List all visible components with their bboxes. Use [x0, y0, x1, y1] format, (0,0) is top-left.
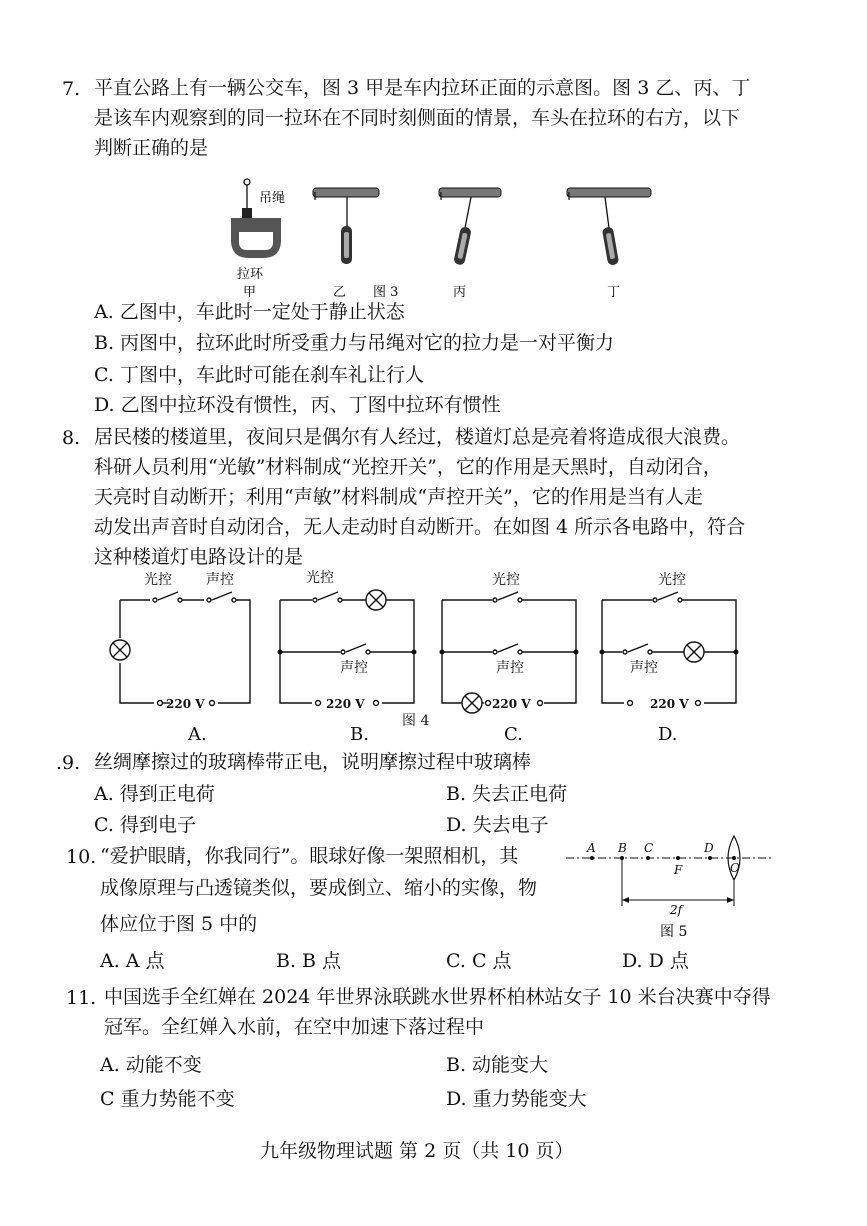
fig3-label-bing: 丙 — [453, 285, 467, 300]
point-d: D — [704, 841, 714, 855]
q7-number: 7. — [62, 78, 81, 100]
fig3-caption: 图 3 — [373, 285, 399, 300]
circuit-a-label: A. — [188, 724, 207, 745]
point-o: O — [730, 861, 740, 875]
ring-side-view-ding — [567, 188, 651, 266]
circuit-a-light-switch: 光控 — [144, 572, 172, 588]
figure-5 — [560, 832, 780, 944]
circuit-b-sound-switch: 声控 — [340, 660, 368, 676]
q8-stem-line-4: 动发出声音时自动闭合，无人走动时自动断开。在如图 4 所示各电路中，符合 — [94, 516, 746, 538]
q11-number: 11. — [66, 987, 97, 1009]
circuit-a-voltage: 220 V — [166, 697, 205, 711]
q10-stem-line-3: 体应位于图 5 中的 — [100, 913, 258, 935]
figure-4 — [100, 568, 750, 748]
q11-option-d: D. 重力势能变大 — [446, 1088, 587, 1110]
point-f: F — [674, 863, 683, 877]
circuit-c-sound-switch: 声控 — [496, 660, 524, 676]
q7-option-a: A. 乙图中，车此时一定处于静止状态 — [94, 301, 405, 323]
q10-option-d: D. D 点 — [622, 950, 689, 972]
fig4-caption: 图 4 — [402, 713, 430, 729]
q9-option-a: A. 得到正电荷 — [94, 783, 215, 805]
circuit-a-sound-switch: 声控 — [206, 572, 234, 588]
q8-stem-line-2: 科研人员利用“光敏”材料制成“光控开关”，它的作用是天黑时，自动闭合， — [94, 456, 722, 478]
q11-stem-line-1: 中国选手全红婵在 2024 年世界泳联跳水世界杯柏林站女子 10 米台决赛中夺得 — [104, 986, 771, 1008]
q10-option-b: B. B 点 — [276, 950, 342, 972]
circuit-d-sound-switch: 声控 — [630, 660, 658, 676]
q11-option-a: A. 动能不变 — [100, 1054, 202, 1076]
q10-option-c: C. C 点 — [446, 950, 512, 972]
q8-stem-line-5: 这种楼道灯电路设计的是 — [94, 546, 304, 568]
q10-stem-line-2: 成像原理与凸透镜类似，要成倒立、缩小的实像，物 — [100, 877, 538, 899]
point-b: B — [618, 841, 627, 855]
circuit-a — [110, 592, 250, 706]
q9-option-d: D. 失去电子 — [446, 814, 549, 836]
fig5-caption: 图 5 — [660, 924, 688, 940]
circuit-b-voltage: 220 V — [326, 697, 365, 711]
q8-stem-line-3: 天亮时自动断开；利用“声敏”材料制成“声控开关”，它的作用是当有人走 — [94, 486, 703, 508]
point-a: A — [587, 841, 596, 855]
ring-side-view-yi — [313, 188, 379, 264]
circuit-c-light-switch: 光控 — [492, 572, 520, 588]
distance-2f: 2f — [670, 903, 683, 917]
circuit-b — [278, 590, 416, 706]
circuit-b-light-switch: 光控 — [306, 570, 334, 586]
q11-stem-line-2: 冠军。全红婵入水前，在空中加速下落过程中 — [104, 1016, 485, 1038]
q7-option-b: B. 丙图中，拉环此时所受重力与吊绳对它的拉力是一对平衡力 — [94, 332, 615, 354]
q7-stem-line-2: 是该车内观察到的同一拉环在不同时刻侧面的情景，车头在拉环的右方，以下 — [94, 107, 741, 129]
ring-label: 拉环 — [237, 267, 264, 282]
fig3-label-jia: 甲 — [243, 285, 257, 300]
q9-option-c: C. 得到电子 — [94, 814, 196, 836]
q9-stem: 丝绸摩擦过的玻璃棒带正电，说明摩擦过程中玻璃棒 — [94, 751, 532, 773]
q8-number: 8. — [62, 427, 81, 449]
q9-option-b: B. 失去正电荷 — [446, 783, 568, 805]
q7-option-c: C. 丁图中，车此时可能在刹车礼让行人 — [94, 364, 424, 386]
circuit-d-label: D. — [658, 724, 678, 745]
circuit-c — [440, 592, 578, 713]
q10-option-a: A. A 点 — [100, 950, 165, 972]
q8-stem-line-1: 居民楼的楼道里，夜间只是偶尔有人经过，楼道灯总是亮着将造成很大浪费。 — [94, 426, 741, 448]
q10-number: 10. — [66, 846, 97, 868]
fig3-label-yi: 乙 — [333, 285, 347, 300]
circuit-c-label: C. — [504, 724, 523, 745]
fig3-label-ding: 丁 — [607, 285, 621, 300]
q11-option-c: C 重力势能不变 — [100, 1088, 235, 1110]
q9-number: .9. — [56, 752, 81, 774]
circuit-d — [600, 592, 738, 706]
q10-stem-line-1: “爱护眼睛，你我同行”。眼球好像一架照相机，其 — [100, 845, 519, 867]
circuit-d-light-switch: 光控 — [658, 572, 686, 588]
page-footer: 九年级物理试题 第 2 页（共 10 页） — [260, 1140, 574, 1162]
ring-side-view-bing — [439, 188, 501, 266]
q7-stem-line-1: 平直公路上有一辆公交车，图 3 甲是车内拉环正面的示意图。图 3 乙、丙、丁 — [94, 77, 751, 99]
point-c: C — [644, 841, 654, 855]
q7-option-d: D. 乙图中拉环没有惯性，丙、丁图中拉环有惯性 — [94, 394, 501, 416]
circuit-c-voltage: 220 V — [492, 697, 531, 711]
figure-3 — [225, 170, 665, 302]
circuit-b-label: B. — [350, 724, 369, 745]
q11-option-b: B. 动能变大 — [446, 1054, 549, 1076]
circuit-d-voltage: 220 V — [650, 697, 689, 711]
q7-stem-line-3: 判断正确的是 — [94, 137, 209, 159]
rope-label: 吊绳 — [259, 191, 286, 206]
